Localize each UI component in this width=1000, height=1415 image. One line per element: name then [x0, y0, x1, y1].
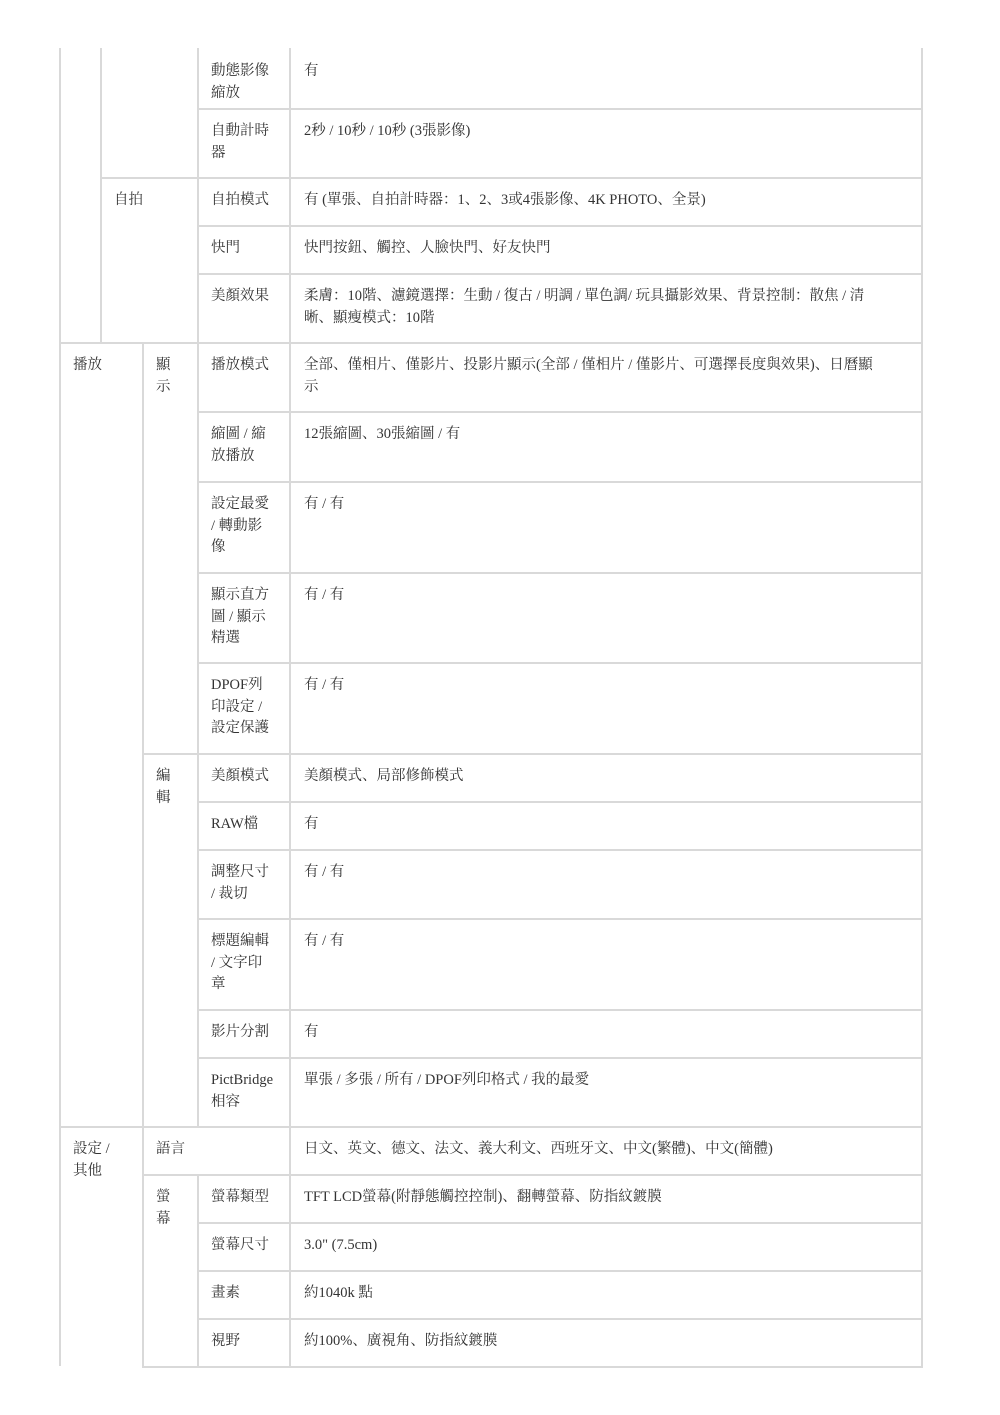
section-label-settings: 設定 / [73, 1141, 110, 1157]
feature-label: 視野 [211, 1333, 240, 1349]
group-label-screen: 螢 [156, 1189, 171, 1205]
table-border [197, 1057, 923, 1059]
feature-value: 有 / 有 [304, 864, 345, 880]
feature-value: 有 / 有 [304, 496, 345, 512]
table-border [921, 48, 923, 1366]
feature-label: / 文字印 [211, 954, 263, 971]
feature-value: 有 (單張、自拍計時器：1、2、3或4張影像、4K PHOTO、全景) [304, 192, 706, 208]
feature-label: 設定保護 [211, 720, 269, 736]
table-border [197, 225, 923, 227]
feature-label: 圖 / 顯示 [211, 608, 266, 625]
feature-label: / 裁切 [211, 885, 248, 902]
feature-label: 印設定 / [211, 698, 263, 715]
feature-value: 2秒 / 10秒 / 10秒 (3張影像) [304, 123, 471, 139]
feature-value: 全部、僅相片、僅影片、投影片顯示(全部 / 僅相片 / 僅影片、可選擇長度與效果)、日曆顯 [304, 357, 873, 373]
group-label-display: 示 [156, 378, 171, 395]
feature-label: 縮圖 / 縮 [211, 426, 266, 442]
table-border [197, 662, 923, 664]
table-border [197, 572, 923, 574]
feature-value: 有 / 有 [304, 933, 345, 949]
feature-label: 自拍模式 [211, 192, 269, 208]
feature-value: 12張縮圖、30張縮圖 / 有 [304, 426, 461, 442]
feature-label: 螢幕類型 [211, 1189, 269, 1205]
table-border [142, 1174, 923, 1176]
table-border [197, 918, 923, 920]
feature-value: 3.0" (7.5cm) [304, 1237, 378, 1253]
section-label-playback: 播放 [73, 357, 102, 373]
feature-label: 標題編輯 [211, 933, 269, 949]
feature-label: 美顏效果 [211, 288, 269, 304]
feature-value: 有 / 有 [304, 677, 345, 693]
section-label-settings: 其他 [73, 1162, 102, 1179]
table-border [197, 411, 923, 413]
feature-label: 設定最愛 [211, 496, 269, 512]
table-border [142, 753, 923, 755]
feature-value: 晰、顯瘦模式：10階 [304, 309, 435, 326]
feature-label: 影片分割 [211, 1024, 269, 1040]
table-border [197, 48, 199, 1126]
feature-value: 快門按鈕、觸控、人臉快門、好友快門 [304, 240, 551, 256]
language-label: 語言 [156, 1141, 185, 1157]
feature-value: 有 [304, 63, 319, 79]
feature-label: 調整尺寸 [211, 864, 269, 880]
table-border [59, 342, 923, 344]
feature-label: / 轉動影 [211, 517, 263, 534]
feature-label: 自動計時 [211, 123, 269, 139]
table-border [197, 273, 923, 275]
feature-label: 螢幕尺寸 [211, 1237, 269, 1253]
group-label-edit: 編 [156, 768, 171, 784]
table-border [197, 481, 923, 483]
group-label-display: 顯 [156, 357, 171, 373]
group-label-screen: 幕 [156, 1210, 171, 1227]
table-border [197, 849, 923, 851]
feature-value: 有 [304, 1024, 319, 1040]
feature-value: 柔膚：10階、濾鏡選擇：生動 / 復古 / 明調 / 單色調/ 玩具攝影效果、背景控制：散焦 / 清 [304, 288, 865, 304]
feature-label: 動態影像 [211, 63, 269, 79]
feature-label: 精選 [211, 630, 240, 646]
group-label-edit: 輯 [156, 789, 171, 806]
feature-label: 放播放 [211, 447, 255, 464]
table-border [197, 1009, 923, 1011]
feature-value: 有 [304, 816, 319, 832]
feature-label: PictBridge [211, 1072, 274, 1088]
table-border [197, 1222, 923, 1224]
table-border [59, 1126, 923, 1128]
feature-label: 章 [211, 976, 226, 992]
table-border [197, 1270, 923, 1272]
feature-label: 播放模式 [211, 357, 269, 373]
feature-value: 示 [304, 378, 319, 395]
feature-value: 單張 / 多張 / 所有 / DPOF列印格式 / 我的最愛 [304, 1072, 590, 1088]
table-border [289, 48, 291, 1366]
feature-value: 有 / 有 [304, 587, 345, 603]
table-border [142, 1126, 144, 1366]
feature-label: 快門 [211, 240, 240, 256]
table-border [100, 48, 102, 342]
table-border [100, 177, 923, 179]
feature-label: DPOF列 [211, 677, 263, 693]
feature-label: 相容 [211, 1093, 240, 1110]
table-border [197, 1318, 923, 1320]
feature-value: 約100%、廣視角、防指紋鍍膜 [304, 1333, 498, 1349]
language-value: 日文、英文、德文、法文、義大利文、西班牙文、中文(繁體)、中文(簡體) [304, 1141, 773, 1157]
group-label-selfie: 自拍 [114, 192, 143, 208]
feature-label: 畫素 [211, 1285, 240, 1301]
feature-value: TFT LCD螢幕(附靜態觸控控制)、翻轉螢幕、防指紋鍍膜 [304, 1189, 662, 1205]
feature-label: 顯示直方 [211, 587, 269, 603]
feature-label: 縮放 [211, 84, 240, 101]
table-border [197, 108, 923, 110]
table-border [197, 801, 923, 803]
feature-value: 美顏模式、局部修飾模式 [304, 768, 464, 784]
table-border [142, 1366, 923, 1368]
table-border [142, 342, 144, 1126]
feature-label: 美顏模式 [211, 768, 269, 784]
feature-label: 像 [211, 539, 226, 555]
feature-label: 器 [211, 144, 226, 161]
feature-label: RAW檔 [211, 816, 259, 832]
feature-value: 約1040k 點 [304, 1285, 373, 1301]
table-border [59, 48, 61, 1366]
